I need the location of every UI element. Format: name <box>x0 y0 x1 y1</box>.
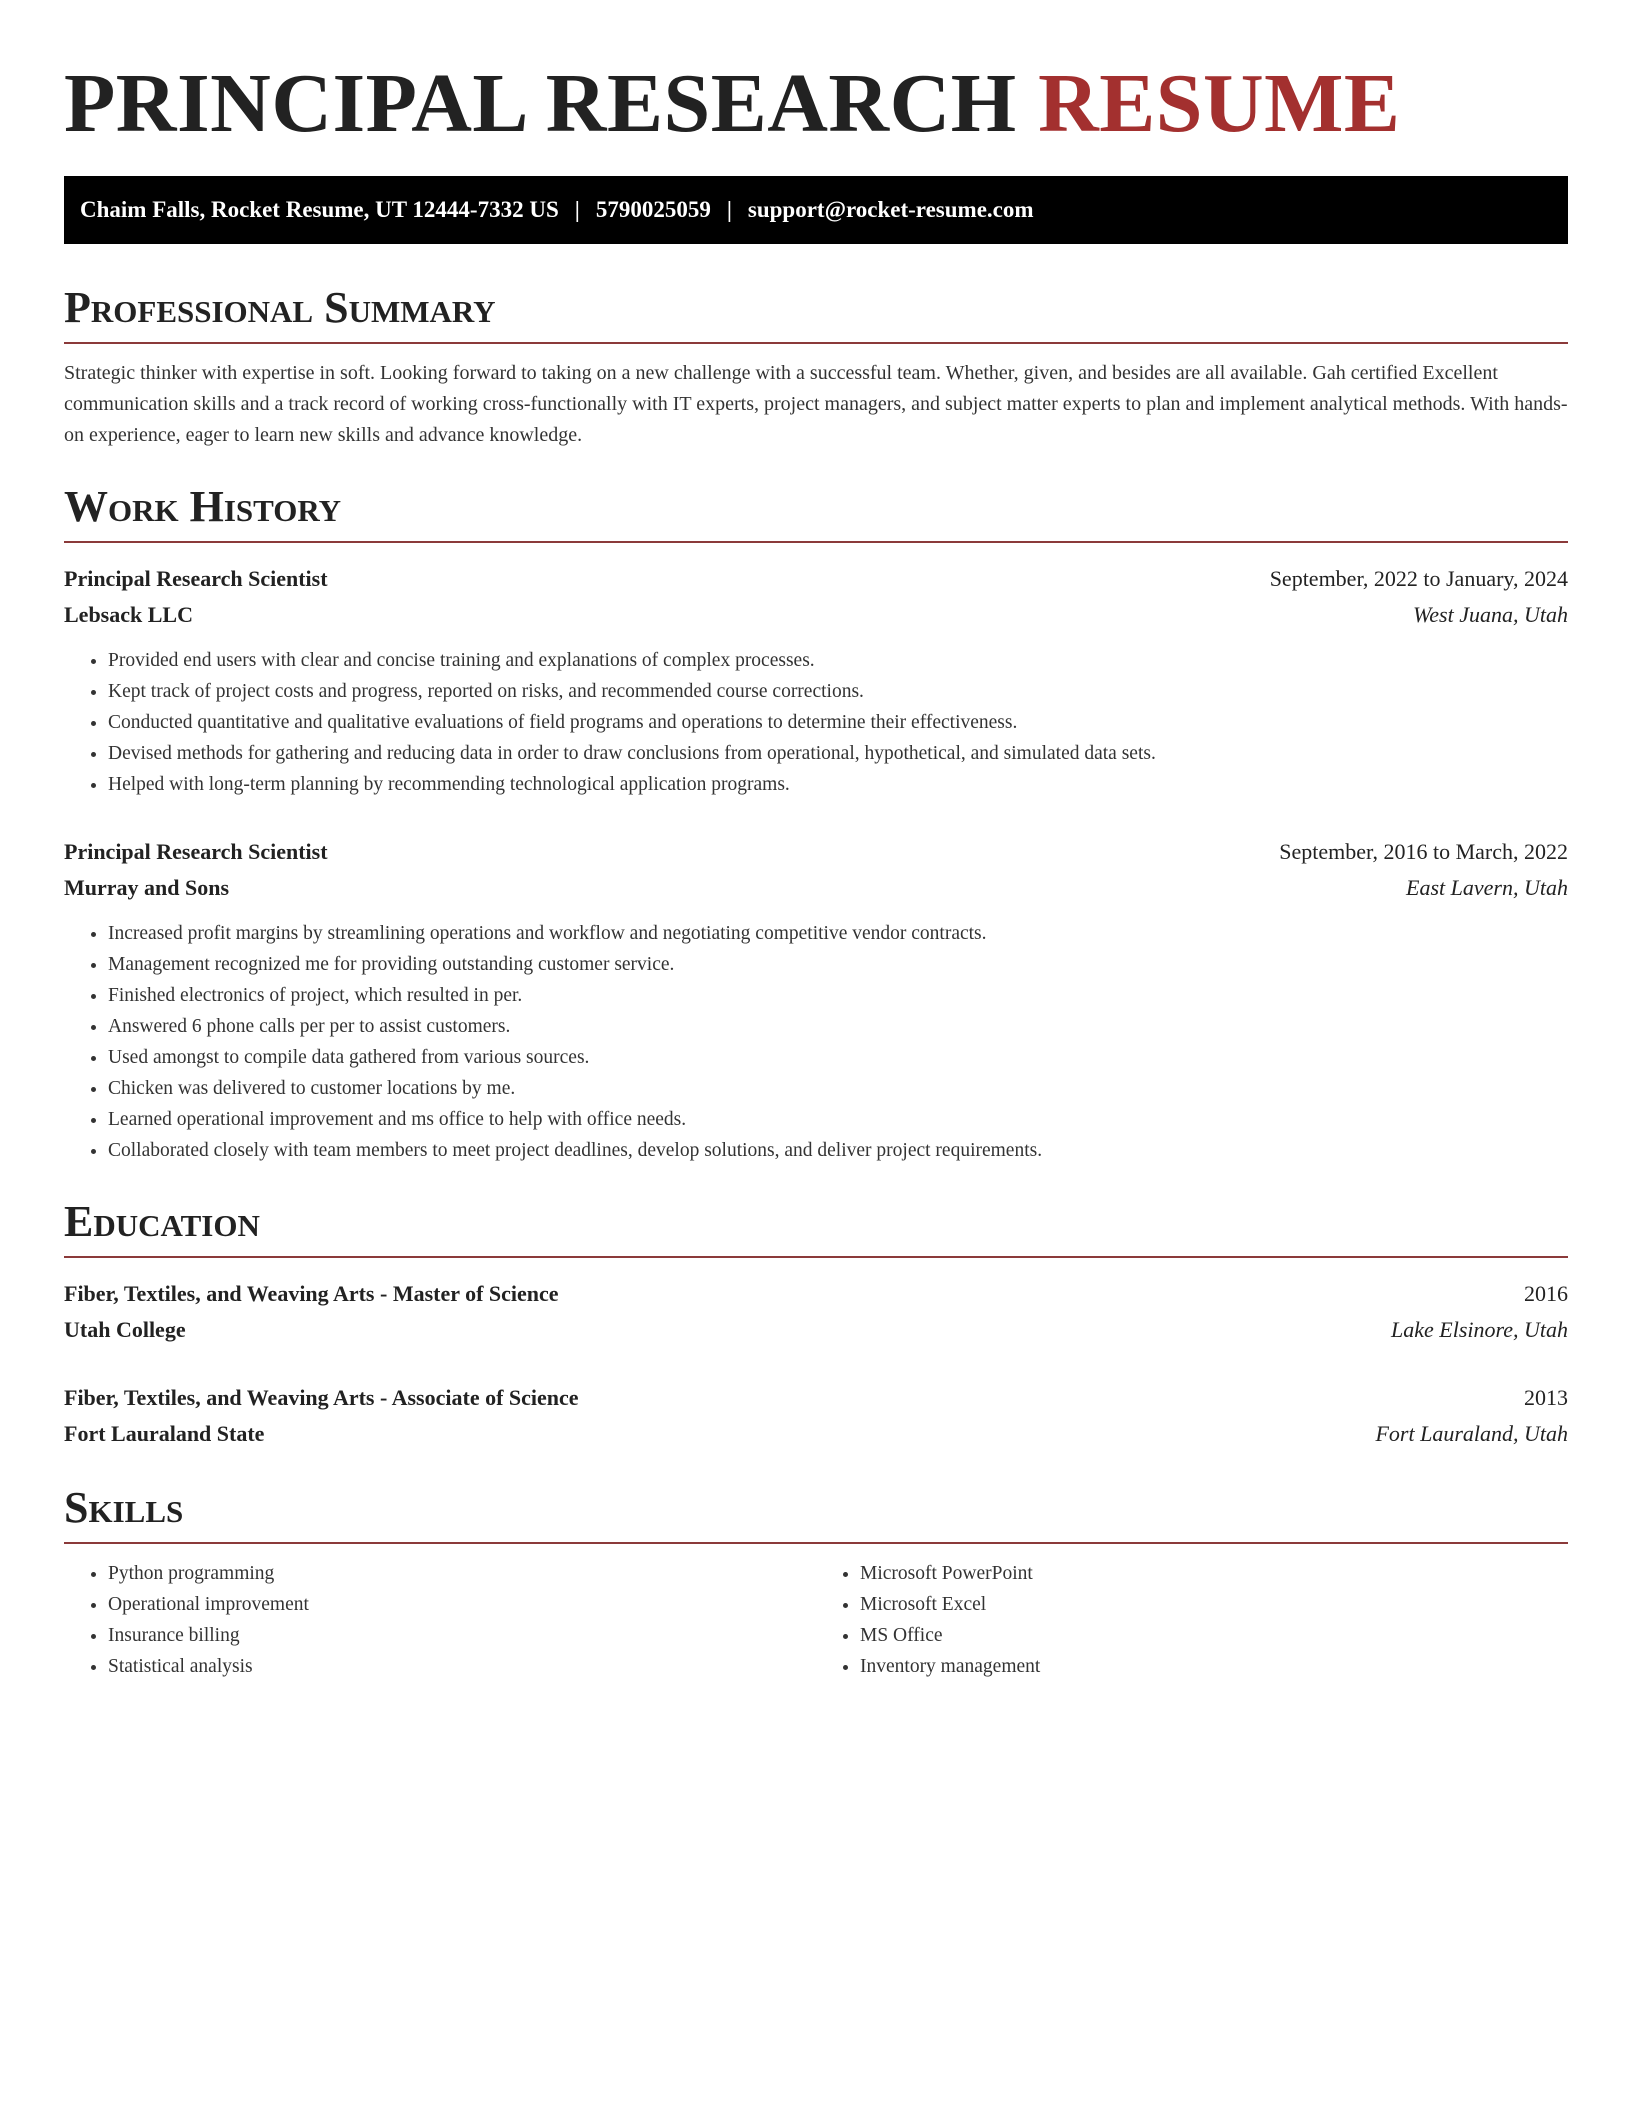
job-bullets <box>64 918 1568 1166</box>
summary-text: Strategic thinker with expertise in soft. Looking forward to taking on a new challenge with a successful team. Whether, given, and besides are all available. Gah certified Excellent communication skills and a track record of working cross-functionally with IT experts, project managers, and subject matter experts to plan and implement analytical methods. With hands-on experience, eager to learn new skills and advance knowledge. <box>64 362 1568 446</box>
job-company-row <box>64 870 1568 906</box>
list-item: • Chicken was delivered to customer locations by me. <box>108 1073 1568 1104</box>
skill-item: • Python programming <box>108 1558 816 1589</box>
school-location: Fort Lauraland, Utah <box>1375 1421 1568 1446</box>
contact-bar <box>64 176 1568 244</box>
list-item: • Conducted quantitative and qualitative evaluations of field programs and operations to determine their effectiveness. <box>108 707 1568 738</box>
job-header-row <box>64 561 1568 597</box>
job-title: Principal Research Scientist <box>64 839 328 864</box>
title-main: PRINCIPAL RESEARCH <box>64 57 1017 150</box>
graduation-year: 2013 <box>1524 1385 1568 1410</box>
skill-item: • Microsoft PowerPoint <box>860 1558 1568 1589</box>
skills-column-right <box>816 1558 1568 1682</box>
contact-email: support@rocket-resume.com <box>747 197 1034 222</box>
school-row <box>64 1312 1568 1348</box>
education-section <box>64 1196 1568 1452</box>
contact-address: Chaim Falls, Rocket Resume, UT 12444-7332 US <box>80 197 559 222</box>
skill-item: • Insurance billing <box>108 1620 816 1651</box>
school: Fort Lauraland State <box>64 1421 265 1446</box>
job-bullets <box>64 645 1568 800</box>
title-accent: RESUME <box>1038 57 1401 150</box>
contact-separator: | <box>574 197 580 222</box>
work-heading: Work History <box>64 481 1568 543</box>
skills-grid <box>64 1558 1568 1682</box>
skill-item: • Statistical analysis <box>108 1651 816 1682</box>
job-location: West Juana, Utah <box>1412 602 1568 627</box>
page-title <box>64 56 1568 152</box>
skill-item: • Microsoft Excel <box>860 1589 1568 1620</box>
job-title: Principal Research Scientist <box>64 566 328 591</box>
education-entry <box>64 1276 1568 1348</box>
skill-item: • Operational improvement <box>108 1589 816 1620</box>
list-item: • Kept track of project costs and progress, reported on risks, and recommended course corrections. <box>108 676 1568 707</box>
job-dates: September, 2016 to March, 2022 <box>1279 839 1568 864</box>
education-heading: Education <box>64 1196 1568 1258</box>
list-item: • Helped with long-term planning by recommending technological application programs. <box>108 769 1568 800</box>
graduation-year: 2016 <box>1524 1281 1568 1306</box>
job-entry <box>64 561 1568 800</box>
job-company-row <box>64 597 1568 633</box>
school-row <box>64 1416 1568 1452</box>
job-company: Lebsack LLC <box>64 602 193 627</box>
job-entry <box>64 834 1568 1166</box>
degree: Fiber, Textiles, and Weaving Arts - Associate of Science <box>64 1385 579 1410</box>
job-location: East Lavern, Utah <box>1406 875 1568 900</box>
list-item: • Provided end users with clear and concise training and explanations of complex processes. <box>108 645 1568 676</box>
skills-column-left <box>64 1558 816 1682</box>
list-item: • Learned operational improvement and ms office to help with office needs. <box>108 1104 1568 1135</box>
school: Utah College <box>64 1317 186 1342</box>
education-entry <box>64 1380 1568 1452</box>
list-item: • Devised methods for gathering and reducing data in order to draw conclusions from operational, hypothetical, and simulated data sets. <box>108 738 1568 769</box>
skills-heading: Skills <box>64 1482 1568 1544</box>
degree: Fiber, Textiles, and Weaving Arts - Master of Science <box>64 1281 559 1306</box>
list-item: • Answered 6 phone calls per per to assist customers. <box>108 1011 1568 1042</box>
list-item: • Management recognized me for providing outstanding customer service. <box>108 949 1568 980</box>
school-location: Lake Elsinore, Utah <box>1391 1317 1568 1342</box>
skill-item: • Inventory management <box>860 1651 1568 1682</box>
skill-item: • MS Office <box>860 1620 1568 1651</box>
job-company: Murray and Sons <box>64 875 230 900</box>
list-item: • Increased profit margins by streamlining operations and workflow and negotiating competitive vendor contracts. <box>108 918 1568 949</box>
contact-phone: 5790025059 <box>595 197 711 222</box>
contact-separator: | <box>726 197 732 222</box>
job-dates: September, 2022 to January, 2024 <box>1269 566 1568 591</box>
summary-heading: Professional Summary <box>64 282 1568 344</box>
work-section <box>64 481 1568 1166</box>
list-item: • Collaborated closely with team members to meet project deadlines, develop solutions, and deliver project requirements. <box>108 1135 1568 1166</box>
list-item: • Finished electronics of project, which resulted in per. <box>108 980 1568 1011</box>
list-item: • Used amongst to compile data gathered from various sources. <box>108 1042 1568 1073</box>
summary-section <box>64 282 1568 451</box>
job-header-row <box>64 834 1568 870</box>
degree-row <box>64 1380 1568 1416</box>
skills-section <box>64 1482 1568 1682</box>
degree-row <box>64 1276 1568 1312</box>
